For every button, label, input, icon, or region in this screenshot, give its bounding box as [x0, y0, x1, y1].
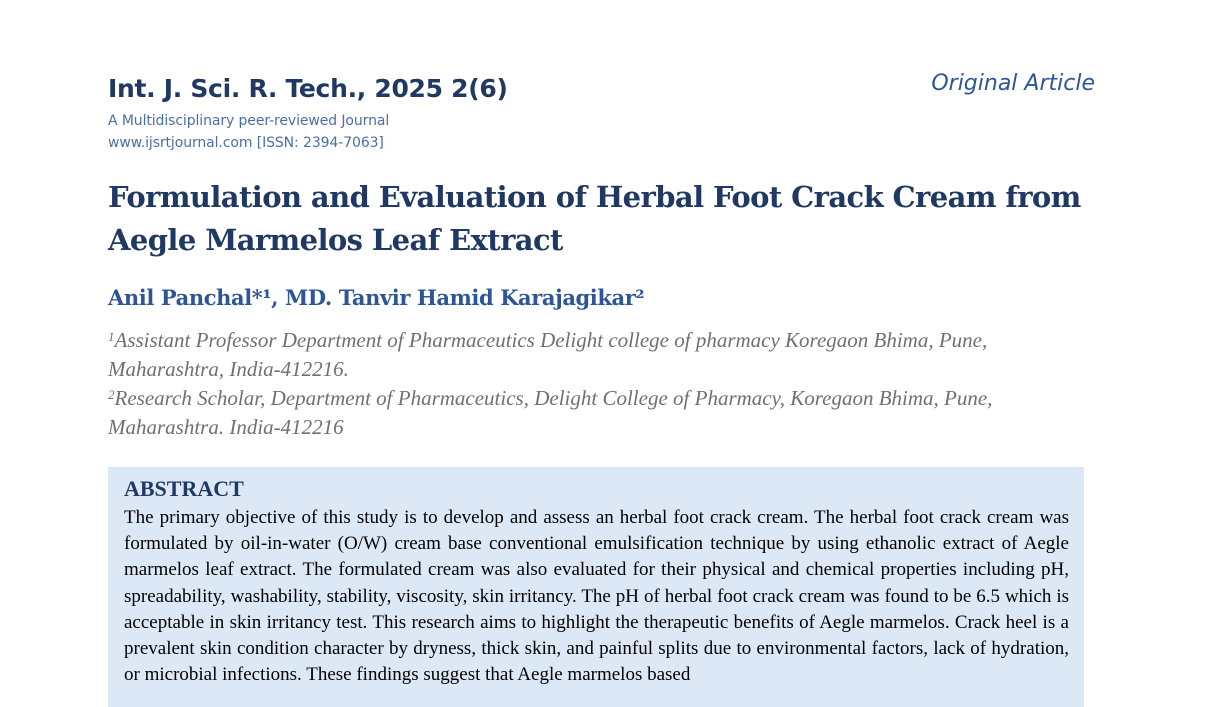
abstract-heading: ABSTRACT: [124, 476, 244, 501]
affiliations: [108, 326, 1108, 442]
affiliation-text-2: Research Scholar, Department of Pharmaceutics, Delight College of Pharmacy, Koregaon Bhima, Pune, Maharashtra. India-412216: [108, 386, 993, 439]
affiliation-text-1: Assistant Professor Department of Pharmaceutics Delight college of pharmacy Koregaon Bhima, Pune, Maharashtra, India-412216.: [108, 328, 988, 381]
abstract-box: [108, 467, 1084, 707]
affiliation-marker-1: 1: [108, 329, 115, 344]
journal-title: Int. J. Sci. R. Tech., 2025 2(6): [108, 74, 508, 103]
paper-title: Formulation and Evaluation of Herbal Foot Crack Cream from Aegle Marmelos Leaf Extract: [108, 180, 1081, 257]
journal-subtitle: A Multidisciplinary peer-reviewed Journal: [108, 113, 390, 129]
author-list: Anil Panchal*¹, MD. Tanvir Hamid Karajagikar²: [108, 285, 645, 310]
affiliation-2: [108, 384, 1108, 442]
journal-website-issn: www.ijsrtjournal.com [ISSN: 2394-7063]: [108, 135, 384, 151]
article-type-label: Original Article: [931, 71, 1095, 96]
abstract-text: The primary objective of this study is to develop and assess an herbal foot crack cream. The herbal foot crack cream was formulated by oil-in-water (O/W) cream base conventional emulsification technique by using ethanolic extract of Aegle marmelos leaf extract. The formulated cream was also evaluated for their physical and chemical properties including pH, spreadability, washability, stability, viscosity, skin irritancy. The pH of herbal foot crack cream was found to be 6.5 which is acceptable in skin irritancy test. This research aims to highlight the therapeutic benefits of Aegle marmelos. Crack heel is a prevalent skin condition character by dryness, thick skin, and painful splits due to environmental factors, lack of hydration, or microbial infections. These findings suggest that Aegle marmelos based: [124, 507, 1069, 686]
affiliation-marker-2: 2: [108, 387, 115, 402]
affiliation-1: [108, 326, 1108, 384]
